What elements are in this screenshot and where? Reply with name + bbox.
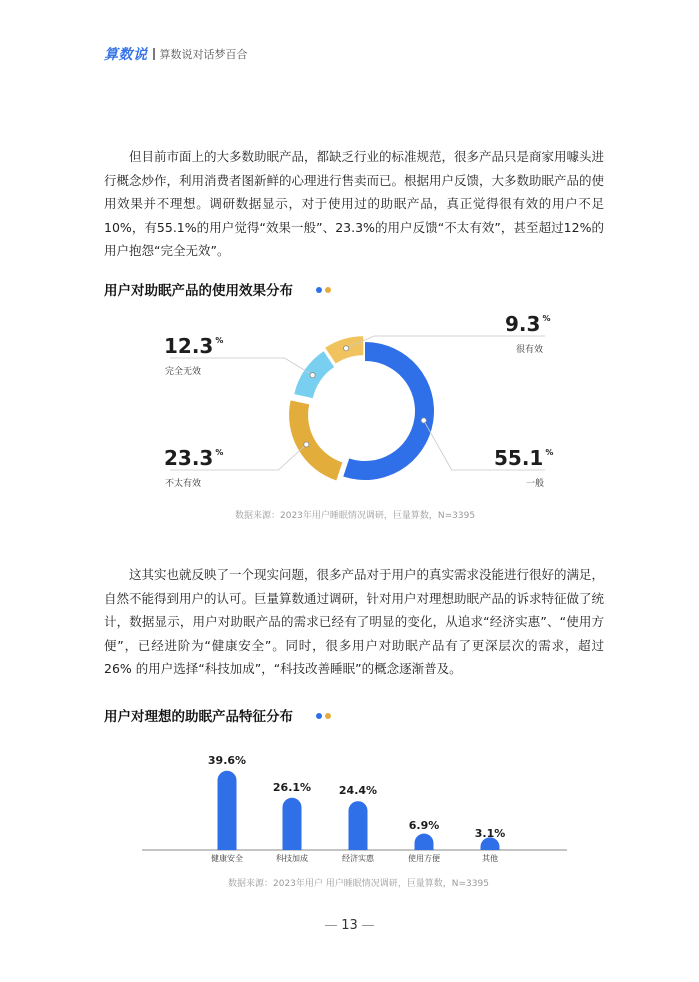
label-cat-average: 一般 xyxy=(526,479,545,489)
chart2-source: 数据来源：2023年用户 用户睡眠情况调研，巨量算数，N=3395 xyxy=(228,879,489,889)
brand-logo: 算数说 xyxy=(104,47,148,63)
chart1-source: 数据来源：2023年用户睡眠情况调研，巨量算数，N=3395 xyxy=(235,511,476,521)
bar-0 xyxy=(218,771,237,850)
bar-category-label-4: 其他 xyxy=(482,854,498,863)
label-value-not-effective: 23.3 % xyxy=(164,446,224,470)
chart1-title: 用户对助眠产品的使用效果分布 xyxy=(104,283,293,299)
bar-3 xyxy=(415,834,434,850)
body-paragraph-2: 这其实也就反映了一个现实问题，很多产品对于用户的真实需求没能进行很好的满足，自然不能得到用户的认可。巨量算数通过调研，针对用户对理想助眠产品的诉求特征做了统计，数据显示，用户对助眠产品的需求已经有了明显的变化，从追求“经济实惠”、“使用方便”，已经进阶为“健康安全”。同时，很多用户对助眠产品有了更深层次的需求，超过 26% 的用户选择“科技加成”，“科技改善睡眠”的概念逐渐普及。 xyxy=(104,567,605,676)
label-cat-not-effective: 不太有效 xyxy=(165,479,202,489)
label-value-average: 55.1 % xyxy=(494,446,554,470)
bar-category-label-3: 使用方便 xyxy=(408,854,440,863)
chart2-title: 用户对理想的助眠产品特征分布 xyxy=(104,709,293,725)
label-cat-complete-ineffective: 完全无效 xyxy=(165,367,202,377)
bar-value-label-0: 39.6% xyxy=(207,753,247,767)
bar-value-label-3: 6.9% xyxy=(408,819,440,833)
bar-1 xyxy=(283,798,302,850)
label-cat-very-effective: 很有效 xyxy=(516,345,544,355)
bar-category-label-1: 科技加成 xyxy=(276,854,308,863)
bar-category-label-2: 经济实惠 xyxy=(342,854,374,863)
body-paragraph-1: 但目前市面上的大多数助眠产品，都缺乏行业的标准规范，很多产品只是商家用噱头进行概念炒作，利用消费者图新鲜的心理进行售卖而已。根据用户反馈，大多数助眠产品的使用效果并不理想。调研数据显示，对于使用过的助眠产品，真正觉得很有效的用户不足10%，有55.1%的用户觉得“效果一般”、23.3%的用户反馈“不太有效”，甚至超过12%的用户抱怨“完全无效”。 xyxy=(104,149,605,258)
header-title: 算数说对话梦百合 xyxy=(159,48,248,61)
label-value-very-effective: 9.3 % xyxy=(505,312,551,336)
bar-2 xyxy=(349,801,368,850)
bar-value-label-4: 3.1% xyxy=(474,826,506,840)
page-number: 13 xyxy=(0,918,699,933)
bar-value-label-2: 24.4% xyxy=(338,784,378,798)
label-value-complete-ineffective: 12.3 % xyxy=(164,334,224,358)
bar-category-label-0: 健康安全 xyxy=(211,854,243,863)
bar-value-label-1: 26.1% xyxy=(272,780,312,794)
